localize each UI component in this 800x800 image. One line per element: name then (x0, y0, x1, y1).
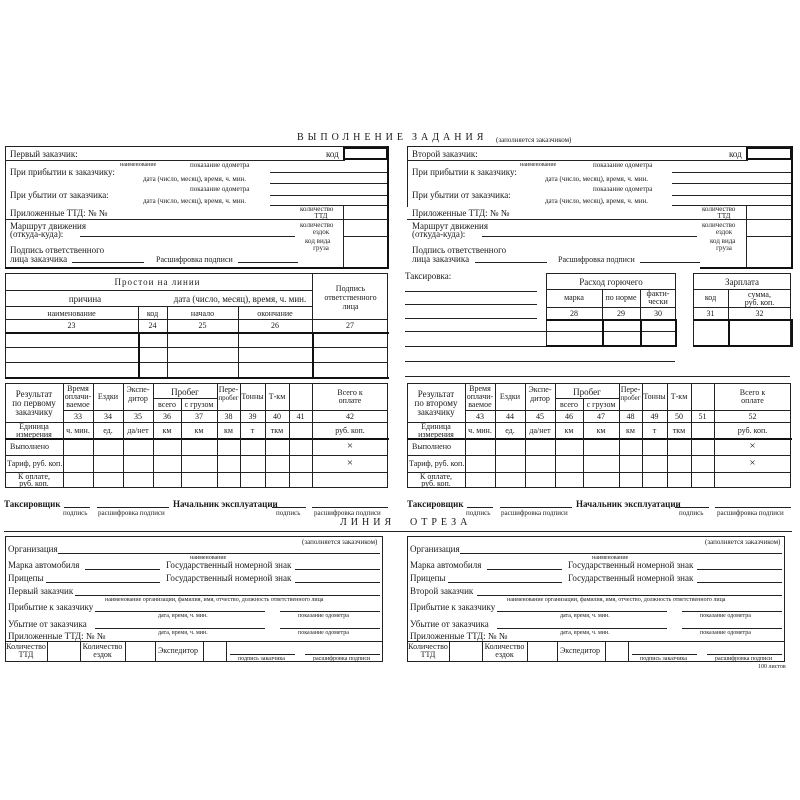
done-x-mark-2: × (749, 440, 756, 452)
sheets-count: 100 листов (758, 664, 786, 670)
title-part1: ВЫПОЛНЕНИЕ (297, 132, 407, 143)
cut-line-label-2: ОТРЕЗА (410, 517, 472, 528)
arrival-label: При прибытии к заказчику: (10, 167, 115, 177)
downtime-title: Простои на линии (114, 277, 201, 287)
taxer-label: Таксировщик (4, 499, 61, 509)
chief-label: Начальник эксплуатации (173, 499, 278, 509)
done-x-mark: × (346, 440, 354, 452)
waybill-form-page: ВЫПОЛНЕНИЕ ЗАДАНИЯ (заполняется заказчиком) Первый заказчик: код наименование При прибытии к заказчику: показание одометра дата (число, месяц), время, ч. мин. При убытии от заказчика: показание одометра дата (число, месяц), время, ч. мин. Приложенные ТТД: № № количество ТТД Маршрут движения (откуда-куда): количество ездок код вида груза Подпись ответственного лица заказчика Расшифровка подписи Второй заказчик: код наименование При прибытии к заказчику: показание одометра дата (число, месяц), время, ч. мин. При убытии от заказчика: показание одометра дата (число, месяц), время, ч. мин. Приложенные ТТД: № № количество ТТД Маршрут движения (откуда-куда): количество ездок код вида груза Подпись ответственного лица заказчика Расшифровка подписи Простои на линии Подпись ответственного лица причина дата (число, месяц), время, ч. мин. наименование код начало окончание 23 24 25 26 27 Таксировка: Расход горючего марка по норме факти- чески 28 29 30 Зарплата код сумма, руб. коп. 31 32 Результат по первому заказчику Время оплачи- ваемое Ездки Экспе- дитор Пробег всего с грузом Пере- пробег Тонны Т-км Всего к оплате 33 34 35 36 37 38 39 40 41 42 Единица измерения ч. мин. ед. да/нет км км км т ткм руб. коп. Выполнено × Тариф, руб. коп. × К оплате, руб. коп. Результат по второму заказчику Время оплачи- ваемое Ездки Экспе- дитор Пробег всего с грузом Пере- пробег Тонны Т-км Всего к оплате 43 44 45 46 47 48 49 50 51 52 Единица измерения ч. мин. ед. да/нет км км км т ткм руб. коп. Выполнено × Тариф, руб. коп. × К оплате, руб. коп. Таксировщик Начальник эксплуатации подпись расшифровка подписи подпись расшифровка подписи Таксировщик Начальник эксплуатации подпись расшифровка подписи подпись расшифровка подписи ЛИНИЯ ОТРЕЗА (заполняется заказчиком) Организация наименование Марка автомобиля Государственный номерной знак Прицепы Государственный номерной знак Первый заказчик наименование организации, фамилия, имя, отчество, должность ответственного лица Прибытие к заказчику дата, время, ч. мин. показание одометра Убытие от заказчика дата, время, ч. мин. показание одометра Приложенные ТТД: № № Количество ТТД Количество ездок Экспедитор подпись заказчика расшифровка подписи (заполняется заказчиком) Организация наименование Марка автомобиля Государственный номерной знак Прицепы Государственный номерной знак Второй заказчик наименование организации, фамилия, имя, отчество, должность ответственного лица Прибытие к заказчику дата, время, ч. мин. показание одометра Убытие от заказчика дата, время, ч. мин. показание одометра Приложенные ТТД: № № Количество ТТД Количество ездок Экспедитор подпись заказчика расшифровка подписи 100 листов (0, 0, 800, 800)
code-label: код (326, 149, 339, 159)
code-field[interactable] (343, 147, 388, 160)
ttd-label: Приложенные ТТД: № № (10, 208, 108, 218)
taxing-label: Таксировка: (405, 271, 452, 281)
cut-line (4, 531, 792, 532)
cut-line-label-1: ЛИНИЯ (340, 517, 396, 528)
tariff-x-mark-2: × (749, 457, 756, 469)
code-field-2[interactable] (746, 147, 792, 160)
route-label: Маршрут движения (10, 221, 87, 231)
second-customer-label: Второй заказчик: (412, 149, 478, 159)
first-customer-label: Первый заказчик: (10, 149, 78, 159)
departure-label: При убытии от заказчика: (10, 190, 109, 200)
tariff-x-mark: × (346, 457, 354, 469)
title-part2: ЗАДАНИЯ (412, 132, 488, 143)
header-note: (заполняется заказчиком) (496, 136, 572, 144)
